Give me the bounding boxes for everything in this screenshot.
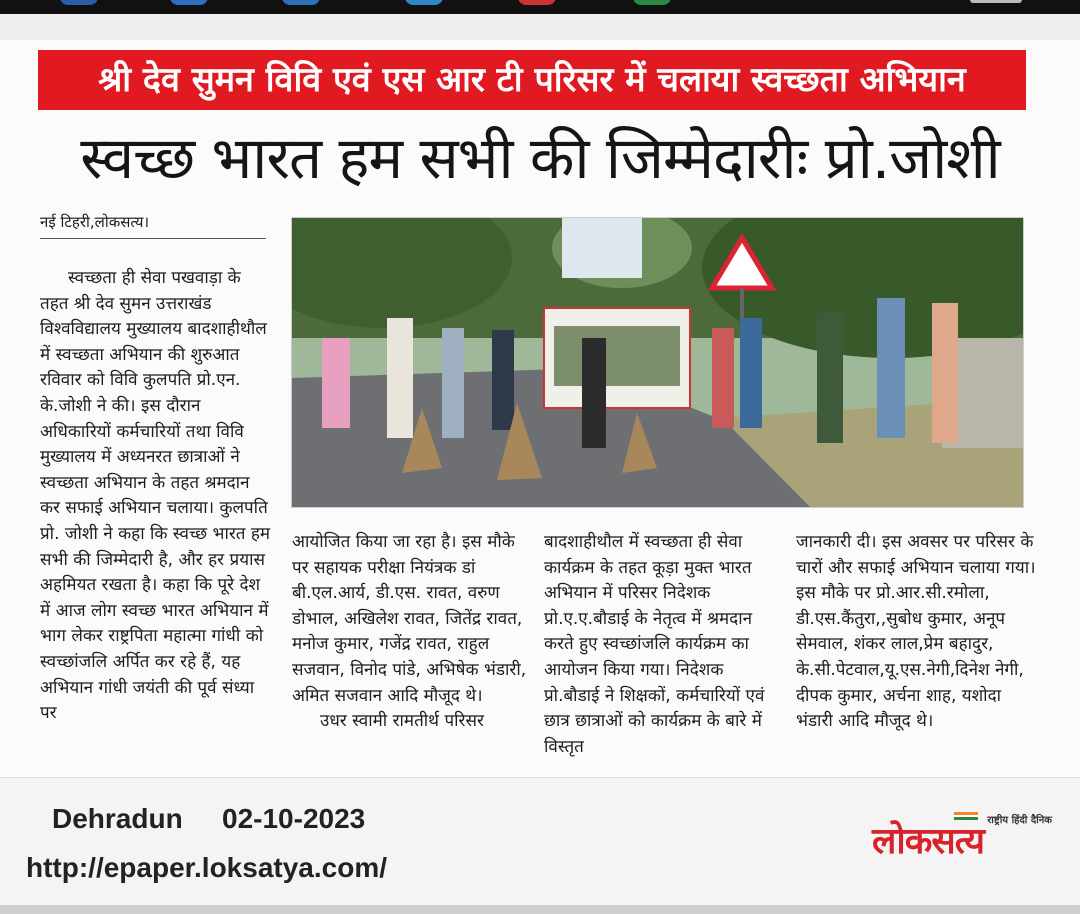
tricolor-flag-icon [954,812,978,820]
epaper-url-link[interactable]: http://epaper.loksatya.com/ [26,852,387,883]
column-1-text: स्वच्छता ही सेवा पखवाड़ा के तहत श्री देव सुमन उत्तराखंड विश्वविद्यालय मुख्यालय बादशाहीथौल में स्वच्छता अभियान की शुरुआत रविवार को विवि कुलपति प्रो.एन. के.जोशी ने की। इस दौरान अधिकारियों कर्मचारियों तथा विवि मुख्यालय में अध्यनरत छात्राओं ने स्वच्छता अभियान के तहत श्रमदान कर सफाई अभियान चलाया। कुलपति प्रो. जोशी ने कहा कि स्वच्छ भारत हम सभी की जिम्मेदारी है, और हर प्रयास अहमियत रखता है। कहा कि पूरे देश में आज लोग स्वच्छ भारत अभियान में भाग लेकर राष्ट्रपिता महात्मा गांधी को स्वच्छांजलि अर्पित कर रहे हैं, यह अभियान गांधी जयंती की पूर्व संध्या पर [40,268,271,724]
logo-wordmark: लोकसत्य [872,821,985,862]
status-dot [405,0,443,5]
loksatya-logo [872,808,1058,864]
status-bar [0,0,1080,14]
edition-date: 02-10-2023 [222,803,366,834]
article-column-4 [796,530,1042,735]
edition-city: Dehradun [52,803,183,834]
cleanliness-drive-photo [292,218,1024,508]
article-column-2 [292,530,528,735]
column-2-text: आयोजित किया जा रहा है। इस मौके पर सहायक परीक्षा नियंत्रक डां बी.एल.आर्य, डी.एस. रावत, वरुण डोभाल, अखिलेश रावत, जितेंद्र रावत, मनोज कुमार, गजेंद्र रावत, राहुल सजवान, विनोद पांडे, अभिषेक भंडारी, अमित सजवान आदि मौजूद थे। [292,532,527,706]
article-column-1 [40,266,272,727]
article-dateline: नई टिहरी,लोकसत्य। [40,212,266,239]
status-dot [518,0,556,5]
status-dot [170,0,208,5]
status-dot [60,0,98,5]
status-indicator [970,0,1022,3]
status-dot [633,0,671,5]
column-2-continuation: उधर स्वामी रामतीर्थ परिसर [320,711,484,732]
article-column-3 [544,530,780,760]
bottom-divider [0,905,1080,914]
article-kicker: श्री देव सुमन विवि एवं एस आर टी परिसर में चलाया स्वच्छता अभियान [38,50,1026,110]
column-4-text: जानकारी दी। इस अवसर पर परिसर के चारों और सफाई अभियान चलाया गया। इस मौके पर प्रो.आर.सी.रमोला, डी.एस.कैंतुरा,,सुबोध कुमार, अनूप सेमवाल, शंकर लाल,प्रेम बहादुर, के.सी.पेटवाल,यू.एस.नेगी,दिनेश नेगी, दीपक कुमार, अर्चना शाह, यशोदा भंडारी आदि मौजूद थे। [796,532,1036,732]
column-3-text: बादशाहीथौल में स्वच्छता ही सेवा कार्यक्रम के तहत कूड़ा मुक्त भारत अभियान में परिसर निदेशक प्रो.ए.ए.बौडाई के नेतृत्व में श्रमदान करते हुए स्वच्छांजलि कार्यक्रम का आयोजन किया गया। निदेशक प्रो.बौडाई ने शिक्षकों, कर्मचारियों एवं छात्र छात्राओं को कार्यक्रम के बारे में विस्तृत [544,532,765,757]
status-dot [282,0,320,5]
article-headline: स्वच्छ भारत हम सभी की जिम्मेदारीः प्रो.जोशी [80,124,1000,192]
clipping-footer [0,777,1080,914]
article-photo [291,217,1024,508]
logo-tagline: राष्ट्रीय हिंदी दैनिक [987,815,1052,826]
